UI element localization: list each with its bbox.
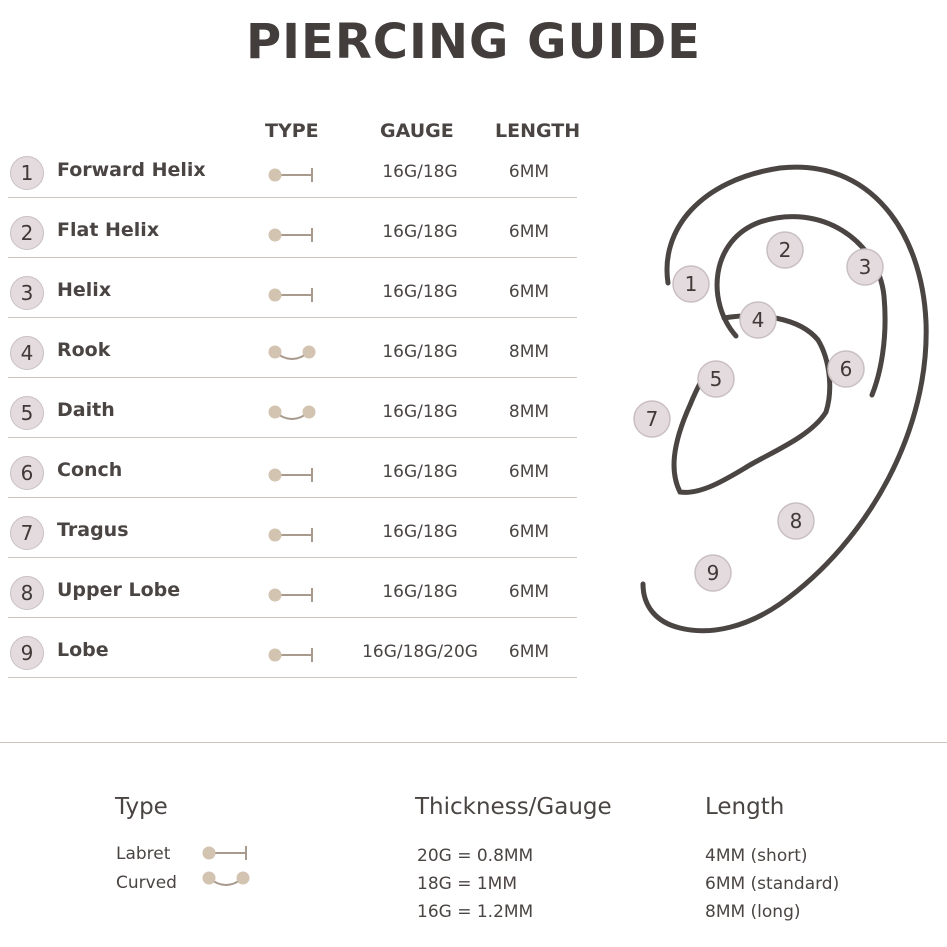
section-divider: [0, 742, 947, 743]
length-value: 6MM: [508, 282, 550, 302]
legend-gauge-item: 18G = 1MM: [417, 874, 518, 894]
page-title: PIERCING GUIDE: [245, 14, 702, 70]
table-row: [8, 317, 577, 378]
labret-icon: [266, 645, 318, 665]
length-value: 6MM: [508, 462, 550, 482]
table-row: [8, 617, 577, 678]
ear-marker: [673, 266, 709, 302]
ear-marker-number: 4: [751, 308, 765, 332]
column-header-gauge: GAUGE: [380, 120, 454, 142]
gauge-value: 16G/18G: [382, 522, 458, 542]
legend-type-heading: Type: [115, 794, 168, 820]
piercing-name: Flat Helix: [57, 219, 160, 241]
gauge-value: 16G/18G: [382, 582, 458, 602]
ear-marker-number: 6: [839, 357, 853, 381]
labret-icon: [266, 165, 318, 185]
labret-icon: [266, 225, 318, 245]
piercing-name: Conch: [57, 459, 123, 481]
length-value: 6MM: [508, 582, 550, 602]
row-number-badge: 8: [10, 576, 44, 610]
gauge-value: 16G/18G: [382, 462, 458, 482]
legend-gauge-heading: Thickness/Gauge: [415, 794, 612, 820]
piercing-name: Helix: [57, 279, 112, 301]
curved-icon: [266, 405, 318, 425]
piercing-name: Tragus: [57, 519, 129, 541]
length-value: 6MM: [508, 642, 550, 662]
labret-icon: [266, 285, 318, 305]
piercing-name: Rook: [57, 339, 111, 361]
curved-icon: [200, 870, 252, 890]
gauge-value: 16G/18G: [382, 402, 458, 422]
gauge-value: 16G/18G: [382, 162, 458, 182]
ear-marker-number: 9: [706, 561, 720, 585]
table-row: [8, 197, 577, 258]
ear-marker: [778, 503, 814, 539]
labret-icon: [266, 465, 318, 485]
gauge-value: 16G/18G: [382, 342, 458, 362]
row-number-badge: 7: [10, 516, 44, 550]
column-header-length: LENGTH: [495, 120, 581, 142]
legend-length-item: 8MM (long): [705, 902, 801, 922]
table-row: [8, 137, 577, 198]
legend-length-item: 6MM (standard): [705, 874, 840, 894]
curved-icon: [266, 345, 318, 365]
length-value: 6MM: [508, 522, 550, 542]
legend-gauge-item: 16G = 1.2MM: [417, 902, 534, 922]
ear-marker-number: 1: [684, 272, 698, 296]
length-value: 6MM: [508, 222, 550, 242]
gauge-value: 16G/18G/20G: [362, 642, 478, 662]
length-value: 6MM: [508, 162, 550, 182]
ear-marker: [740, 302, 776, 338]
column-header-type: TYPE: [265, 120, 319, 142]
ear-marker-number: 5: [709, 367, 723, 391]
legend-gauge-item: 20G = 0.8MM: [417, 846, 534, 866]
length-value: 8MM: [508, 402, 550, 422]
table-row: [8, 557, 577, 618]
labret-icon: [266, 525, 318, 545]
row-number-badge: 9: [10, 636, 44, 670]
ear-antihelix-outline: [674, 316, 830, 493]
row-number-badge: 3: [10, 276, 44, 310]
ear-marker: [828, 351, 864, 387]
ear-marker-number: 2: [778, 238, 792, 262]
legend-length-item: 4MM (short): [705, 846, 808, 866]
ear-marker: [698, 361, 734, 397]
legend-curved-label: Curved: [116, 873, 177, 893]
ear-marker: [695, 555, 731, 591]
legend-labret-label: Labret: [116, 844, 171, 864]
ear-marker: [634, 401, 670, 437]
table-row: [8, 497, 577, 558]
piercing-name: Upper Lobe: [57, 579, 181, 601]
ear-diagram: [620, 150, 940, 650]
row-number-badge: 1: [10, 156, 44, 190]
gauge-value: 16G/18G: [382, 282, 458, 302]
piercing-name: Forward Helix: [57, 159, 206, 181]
row-number-badge: 5: [10, 396, 44, 430]
table-row: [8, 257, 577, 318]
labret-icon: [266, 585, 318, 605]
ear-marker-number: 8: [789, 509, 803, 533]
ear-marker-number: 3: [858, 255, 872, 279]
labret-icon: [200, 843, 252, 863]
length-value: 8MM: [508, 342, 550, 362]
piercing-name: Lobe: [57, 639, 109, 661]
table-row: [8, 377, 577, 438]
table-row: [8, 437, 577, 498]
legend-length-heading: Length: [705, 794, 785, 820]
ear-marker: [767, 232, 803, 268]
row-number-badge: 6: [10, 456, 44, 490]
piercing-name: Daith: [57, 399, 115, 421]
ear-marker: [847, 249, 883, 285]
ear-marker-number: 7: [645, 407, 659, 431]
gauge-value: 16G/18G: [382, 222, 458, 242]
row-number-badge: 4: [10, 336, 44, 370]
row-number-badge: 2: [10, 216, 44, 250]
